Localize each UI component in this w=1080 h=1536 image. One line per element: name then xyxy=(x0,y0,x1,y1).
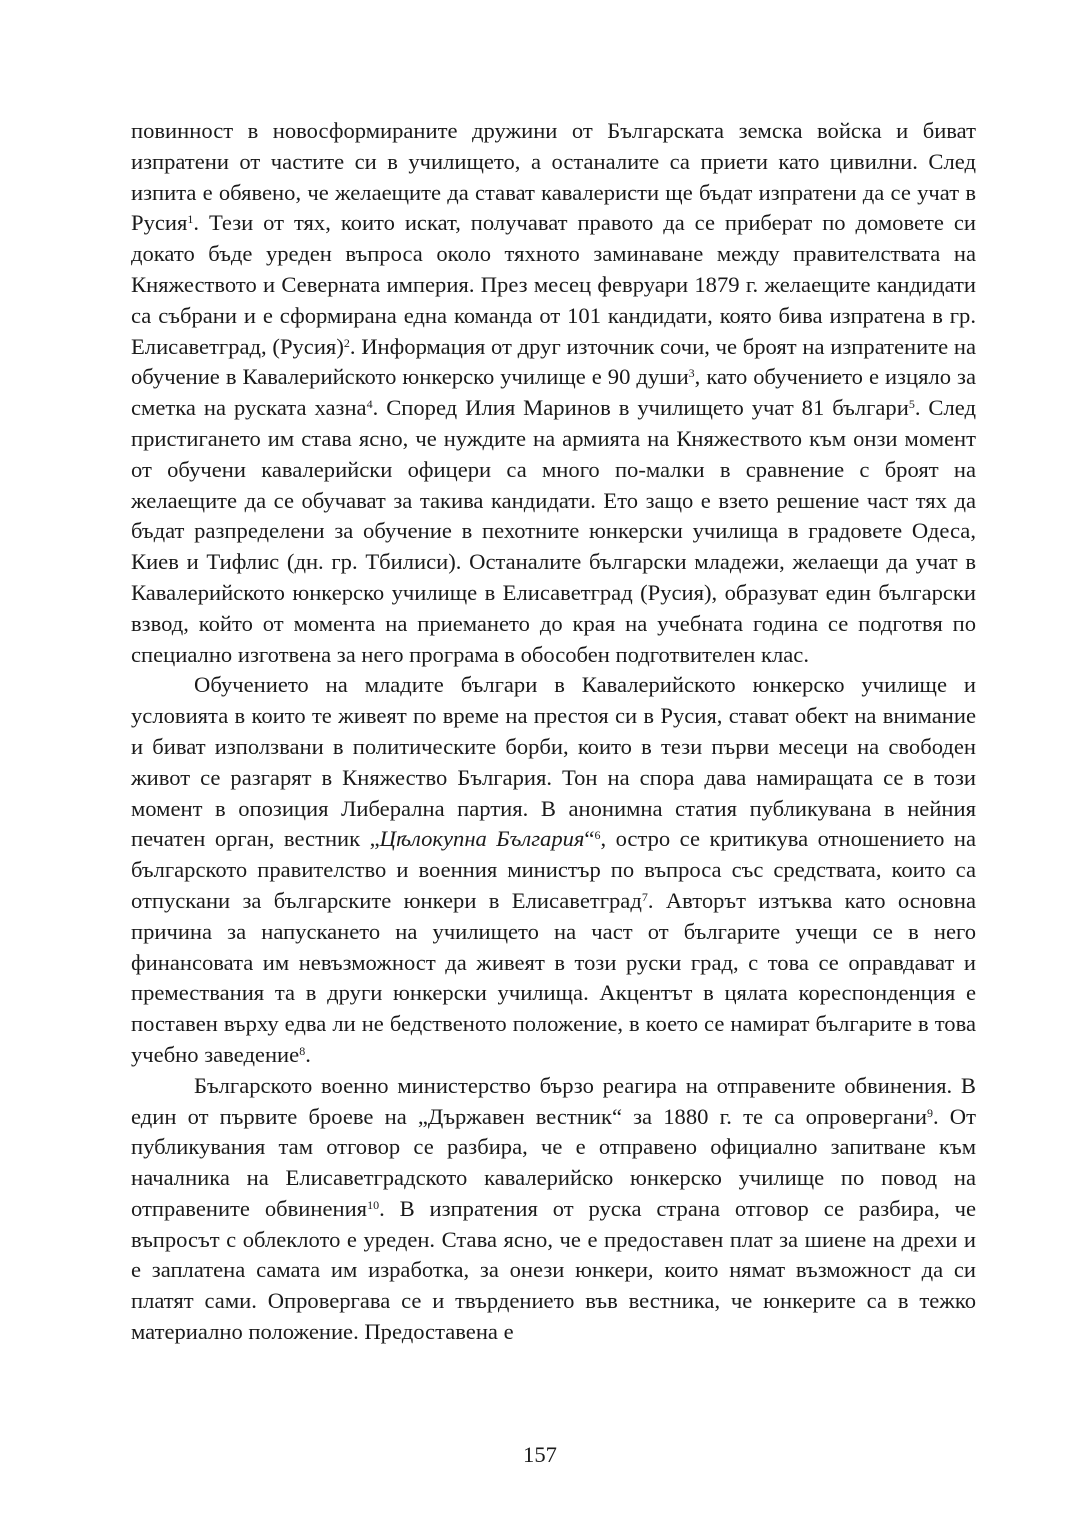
footnote-marker: 9 xyxy=(926,1105,933,1120)
footnote-marker: 3 xyxy=(688,366,695,381)
footnote-marker: 1 xyxy=(187,212,194,227)
text-run: Българското военно министерство бързо реагира на отправените обвинения. В един от първите броеве на „Държавен вестник“ за 1880 г. те са опровергани xyxy=(131,1072,976,1129)
text-run: . Тези от тях, които искат, получават правото да се приберат по домовете си докато бъде уреден въпроса около тяхното заминаване между правителствата на Княжеството и Северната империя. През месец февруари 1879 г. желаещите кандидати са събрани и е сформирана една команда от 101 кандидати, която бива изпратена в гр. Елисаветград, (Русия) xyxy=(131,210,976,359)
text-run: . Авторът изтъква като основна причина за напускането на училището на част от българите учещи се в него финансовата им невъзможност да живеят в този руски град, с това се оправдават и премествания та в други юнкерски училища. Акцентът в цялата кореспонденция е поставен върху едва ли не бедственото положение, в което се намират българите в това учебно заведение xyxy=(131,887,976,1067)
footnote-marker: 8 xyxy=(299,1043,306,1058)
text-run: . От публикувания там отговор се разбира, че е отправено официално запитване към началника на Елисаветградското кавалерийско юнкерско училище по повод на отправените обвинения xyxy=(131,1103,976,1221)
text-run: . В изпратения от руска страна отговор се разбира, че въпросът с облеклото е уреден. Става ясно, че е предоставен плат за шиене на дрехи и е заплатена самата им изработка, за онези юнкери, които нямат възможност да си платят сами. Опровергава се и твърдението във вестника, че юнкерите са в тежко материално положение. Предоставена е xyxy=(131,1195,976,1345)
body-text xyxy=(131,116,976,1348)
paragraph xyxy=(131,670,976,1070)
text-run: “ xyxy=(584,826,595,852)
text-run: . След пристигането им става ясно, че нуждите на армията на Княжеството към онзи момент от обучени кавалерийски офицери са много по-малки в сравнение с броят на желаещите да се обучават за такива кандидати. Ето защо е взето решение част тях да бъдат разпределени за обучение в пехотните юнкерски училища в градовете Одеса, Киев и Тифлис (дн. гр. Тбилиси). Останалите български младежи, желаещи да учат в Кавалерийското юнкерско училище в Елисаветград (Русия), образуват един български взвод, който от момента на приемането до края на учебната година се подготвя по специално изготвена за него програма в обособен подготвителен клас. xyxy=(131,395,976,667)
footnote-marker: 4 xyxy=(366,396,373,411)
footnote-marker: 7 xyxy=(641,889,648,904)
footnote-marker: 6 xyxy=(594,828,601,843)
paragraph xyxy=(131,1071,976,1348)
text-run: повинност в новосформираните дружини от Българската земска войска и биват изпратени от частите си в училището, а останалите са приети като цивилни. След изпита е обявено, че желаещите да стават кавалеристи ще бъдат изпратени да се учат в Русия xyxy=(131,118,976,236)
paragraph xyxy=(131,116,976,670)
footnote-marker: 5 xyxy=(908,396,915,411)
text-run: , като обучението е изцяло за сметка на руската хазна xyxy=(131,364,976,421)
text-run: , остро се критикува отношението на българското правителство и военния министър по въпроса със средствата, които са отпускани за българските юнкери в Елисаветград xyxy=(131,826,976,913)
text-run: . Информация от друг източник сочи, че броят на изпратените на обучение в Кавалерийското юнкерско училище е 90 души xyxy=(131,333,976,390)
footnote-marker: 2 xyxy=(343,335,350,350)
page-number: 157 xyxy=(523,1442,557,1467)
footnote-marker: 10 xyxy=(367,1197,380,1212)
text-run: Обучението на младите българи в Кавалерийското юнкерско училище и условията в които те живеят по време на престоя си в Русия, стават обект на внимание и биват използвани в политическите борби, които в тези първи месеци на свободен живот се разгарят в Княжество България. Тон на спора дава намиращата се в този момент в опозиция Либерална партия. В анонимна статия публикувана в нейния печатен орган, вестник „ xyxy=(131,672,976,852)
italic-title: Цѣлокупна България xyxy=(379,826,585,852)
text-run: . Според Илия Маринов в училището учат 81 българи xyxy=(372,395,909,421)
text-run: . xyxy=(305,1041,311,1067)
